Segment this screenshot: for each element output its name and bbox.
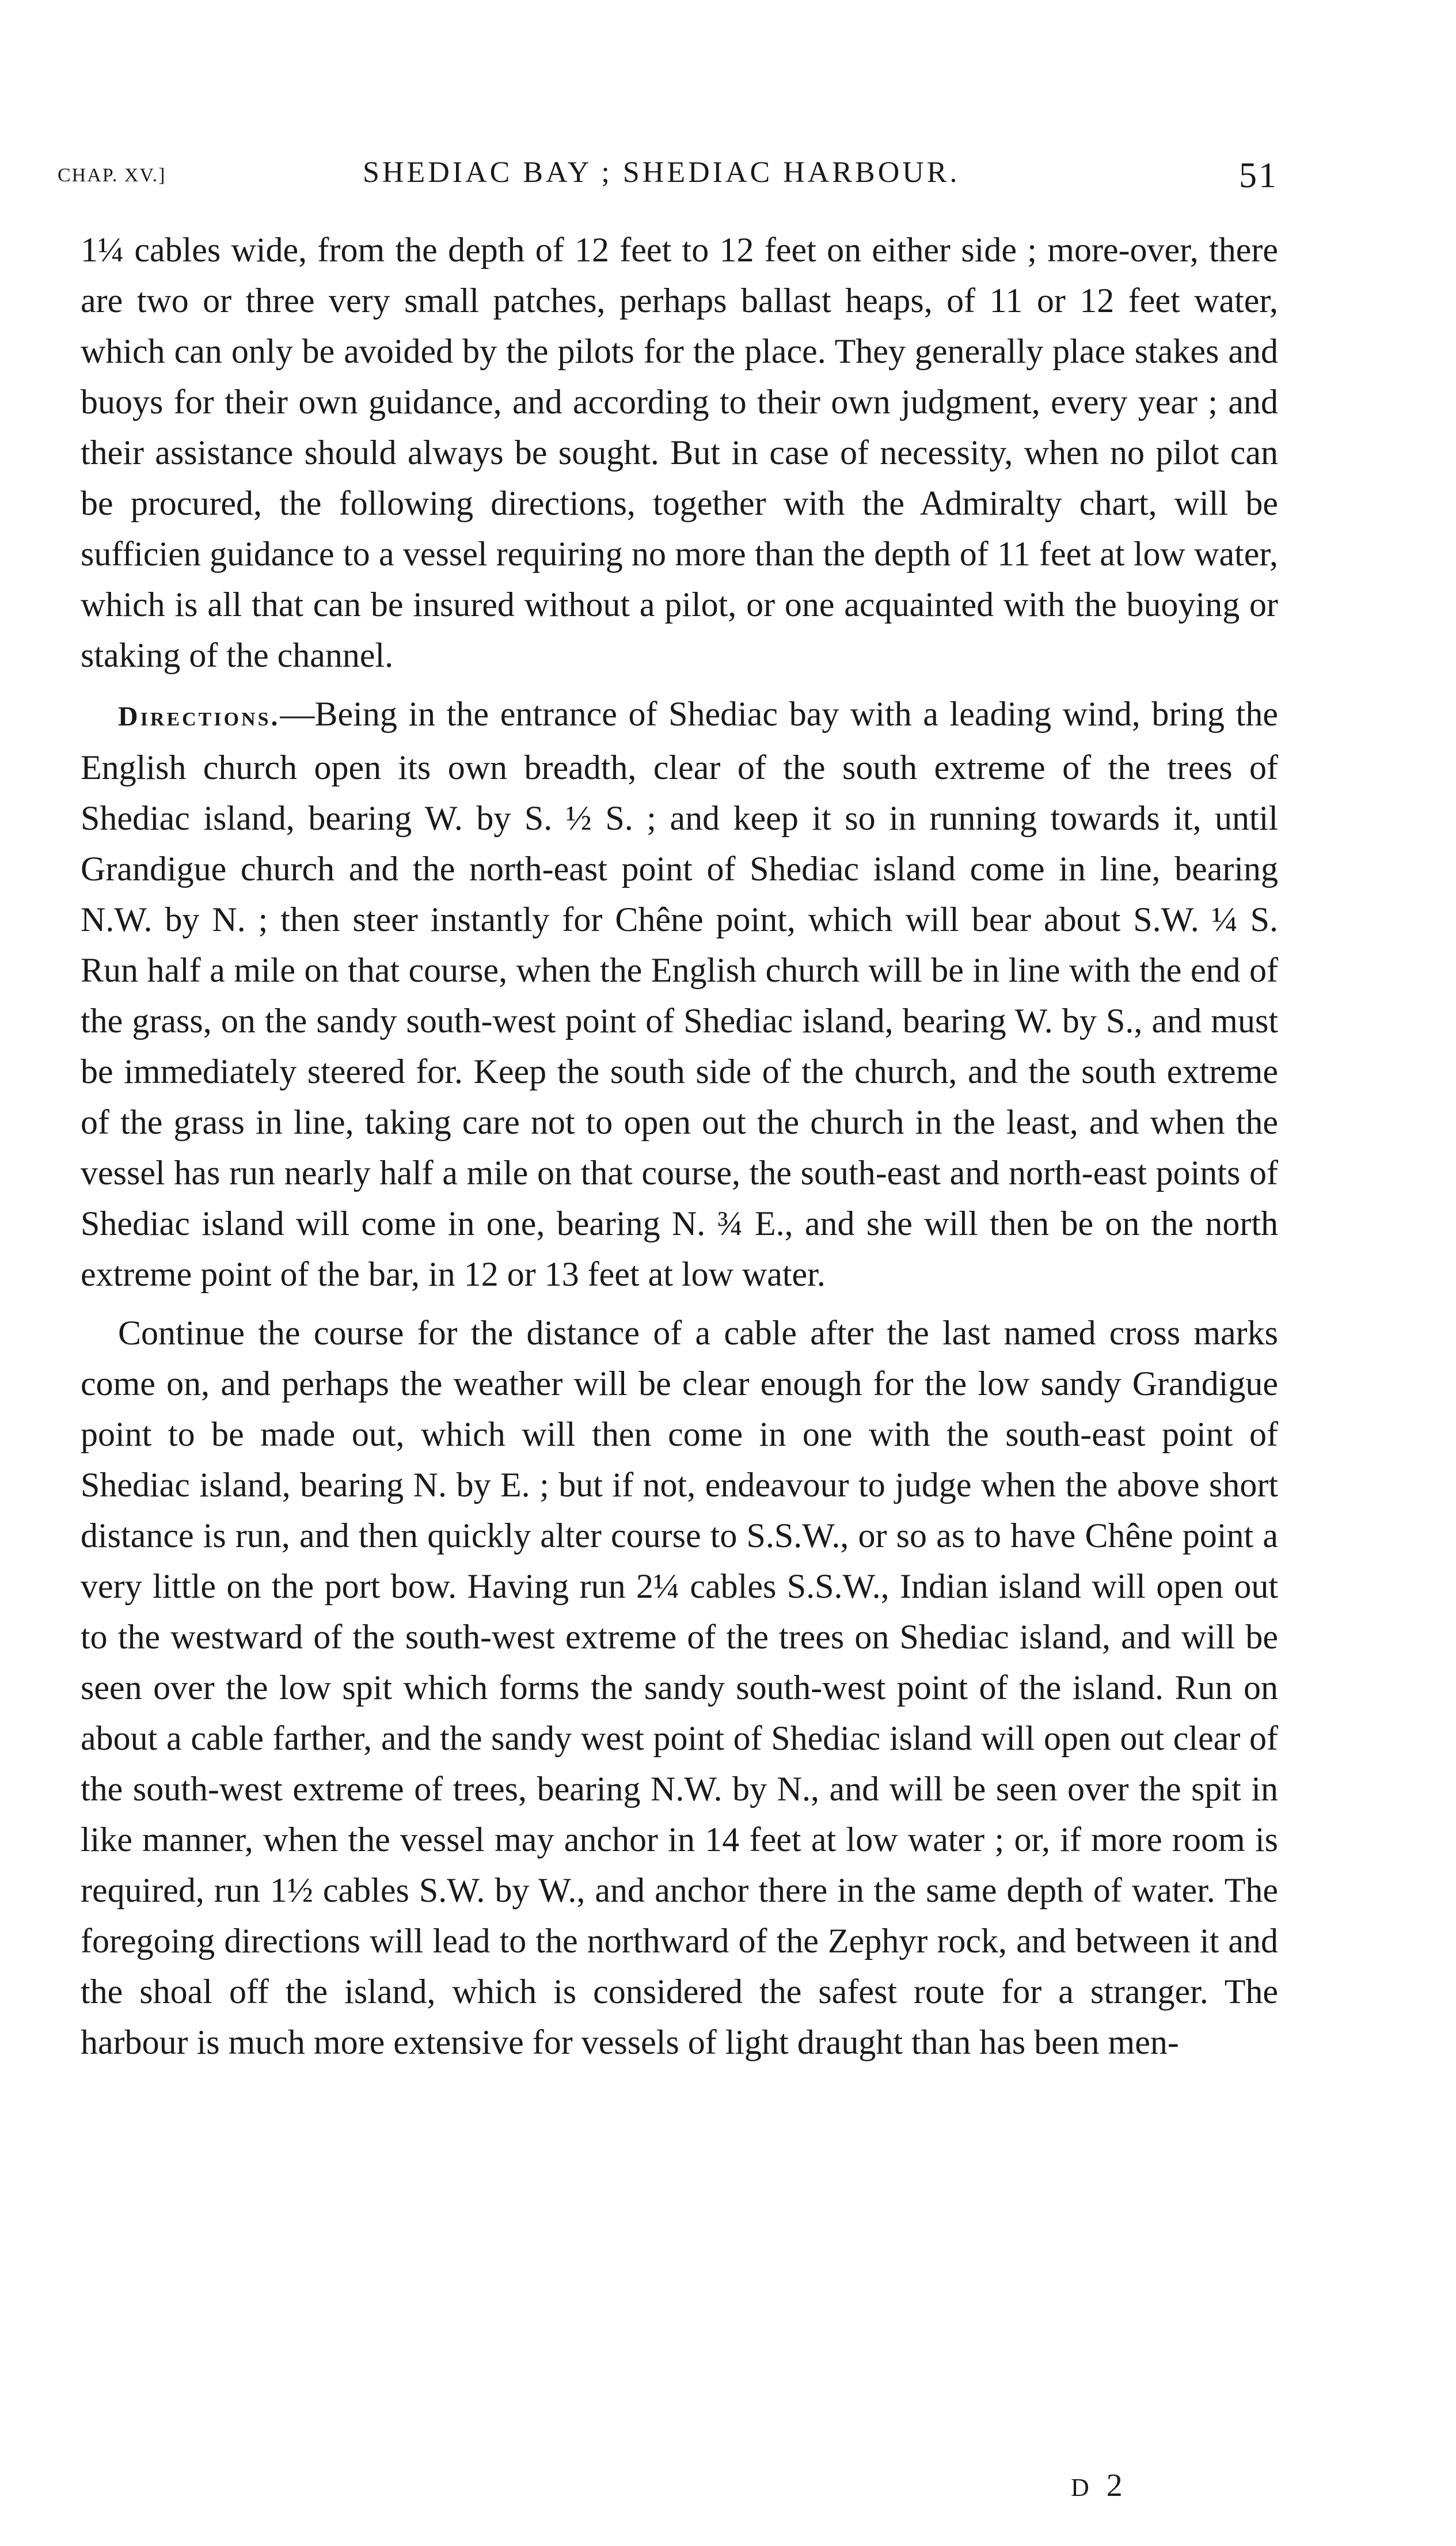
paragraph-text: —Being in the entrance of Shediac bay with a leading wind, bring the English church open its own breadth, clear of the south extreme of the trees of Shediac island, bearing W. by S. ½ S. ; and keep it so in running towards it, until Grandigue church and the north-east point of Shediac island come in line, bearing N.W. by N. ; then steer instantly for Chêne point, which will bear about S.W. ¼ S. Run half a mile on that course, when the English church will be in line with the end of the grass, on the sandy south-west point of Shediac island, bearing W. by S., and must be immediately steered for. Keep the south side of the church, and the south extreme of the grass in line, taking care not to open out the church in the least, and when the vessel has run nearly half a mile on that course, the south-east and north-east points of Shediac island will come in one, bearing N. ¾ E., and she will then be on the north extreme point of the bar, in 12 or 13 feet at low water. — [81, 695, 1278, 1293]
paragraph-text: 1¼ cables wide, from the depth of 12 feet to 12 feet on either side ; more-over, there are two or three very small patches, perhaps ballast heaps, of 11 or 12 feet water, which can only be avoided by the pilots for the place. They generally place stakes and buoys for their own guidance, and according to their own judgment, every year ; and their assistance should always be sought. But in case of necessity, when no pilot can be procured, the following directions, together with the Admiralty chart, will be sufficien guidance to a vessel requiring no more than the depth of 11 feet at low water, which is all that can be insured without a pilot, or one acquainted with the buoying or staking of the channel. — [81, 231, 1278, 674]
page-title: SHEDIAC BAY ; SHEDIAC HARBOUR. — [363, 156, 960, 189]
paragraph-directions — [81, 689, 1278, 1299]
signature-number: 2 — [1106, 2468, 1127, 2503]
paragraph-text: Continue the course for the distance of a cable after the last named cross marks come on, and perhaps the weather will be clear enough for the low sandy Grandigue point to be made out, which will then come in one with the south-east point of Shediac island, bearing N. by E. ; but if not, endeavour to judge when the above short distance is run, and then quickly alter course to S.S.W., or so as to have Chêne point a very little on the port bow. Having run 2¼ cables S.S.W., Indian island will open out to the westward of the south-west extreme of the trees on Shediac island, and will be seen over the low spit which forms the sandy south-west point of the island. Run on about a cable farther, and the sandy west point of Shediac island will open out clear of the south-west extreme of trees, bearing N.W. by N., and will be seen over the spit in like manner, when the vessel may anchor in 14 feet at low water ; or, if more room is required, run 1½ cables S.W. by W., and anchor there in the same depth of water. The foregoing directions will lead to the northward of the Zephyr rock, and between it and the shoal off the island, which is considered the safest route for a stranger. The harbour is much more extensive for vessels of light draught than has been men- — [81, 1314, 1278, 2061]
page-number: 51 — [1239, 156, 1278, 195]
running-head — [58, 155, 1278, 207]
paragraph-continued — [81, 225, 1278, 681]
side-heading: Directions. — [118, 701, 280, 732]
body-text — [81, 225, 1278, 2076]
signature-letter: D — [1071, 2473, 1094, 2502]
chapter-reference: CHAP. XV.] — [58, 165, 166, 186]
paragraph-continue-course — [81, 1308, 1278, 2068]
signature-mark — [1071, 2467, 1127, 2504]
